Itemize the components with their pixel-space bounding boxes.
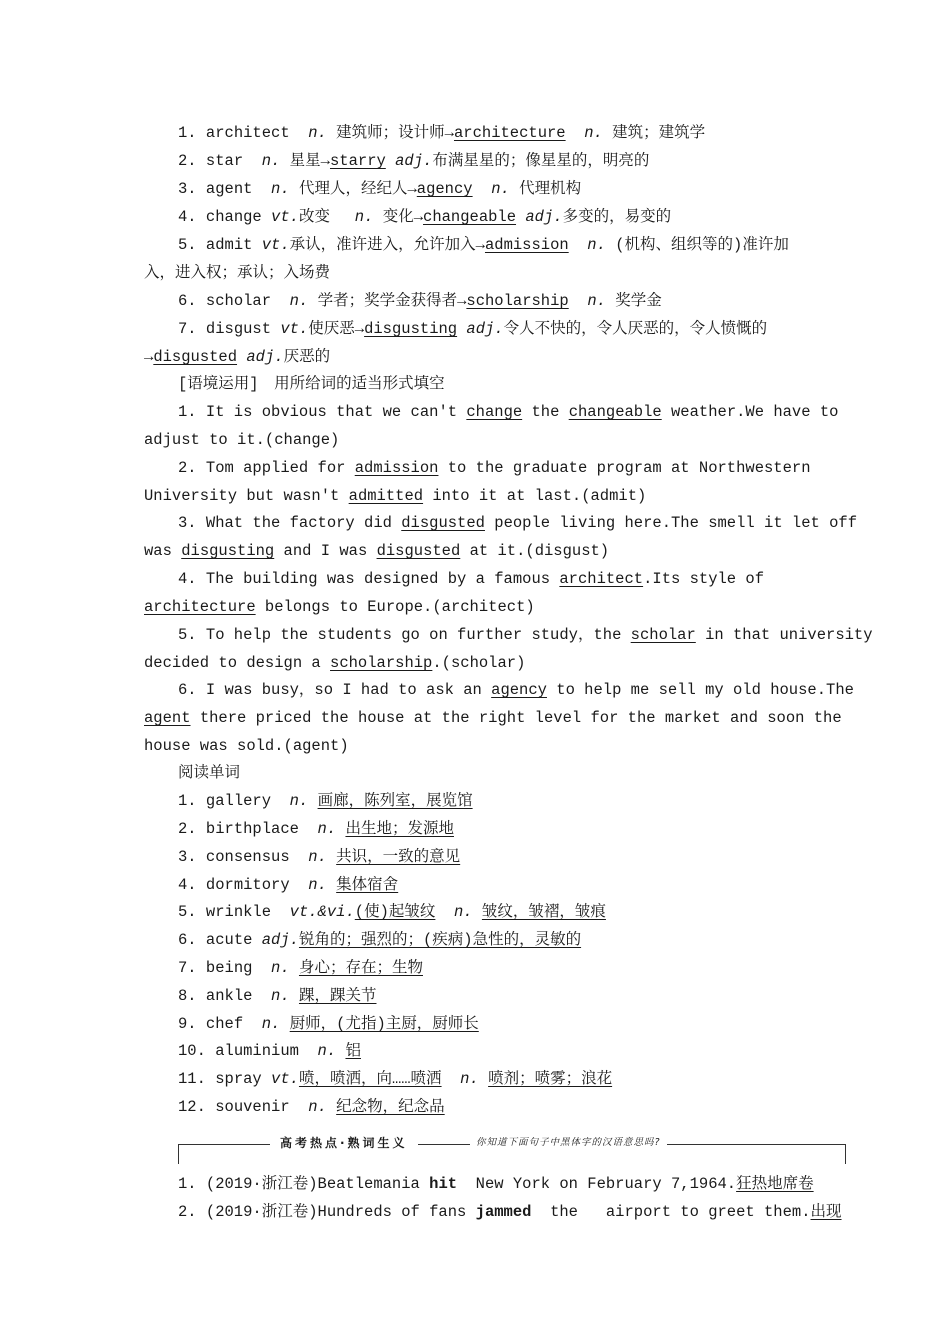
- reading-item-12: 12. souvenir n. 纪念物，纪念品: [178, 1098, 445, 1116]
- banner-left-cap: [178, 1144, 179, 1164]
- banner-title: 高考热点·熟词生义: [270, 1134, 418, 1151]
- reading-item-11: 11. spray vt.喷，喷洒，向……喷洒 n. 喷剂；喷雾；浪花: [178, 1070, 613, 1088]
- reading-item-7: 7. being n. 身心；存在；生物: [178, 959, 423, 977]
- derivation-item-5-cont: 入，进入权；承认；入场费: [144, 264, 331, 282]
- reading-item-8: 8. ankle n. 踝，踝关节: [178, 987, 377, 1005]
- reading-item-6: 6. acute adj.锐角的；强烈的；(疾病)急性的，灵敏的: [178, 931, 582, 949]
- derivation-item-6: 6. scholar n. 学者；奖学金获得者→scholarship n. 奖学金: [178, 292, 662, 310]
- context-sentence-5: 5. To help the students go on further study，the scholar in that university: [178, 626, 873, 644]
- context-sentence-6-cont: agent there priced the house at the right level for the market and soon the: [144, 709, 842, 727]
- reading-item-1: 1. gallery n. 画廊，陈列室，展览馆: [178, 792, 473, 810]
- derivation-item-7-cont: →disgusted adj.厌恶的: [144, 348, 331, 366]
- context-sentence-1: 1. It is obvious that we can't change the changeable weather.We have to: [178, 403, 839, 421]
- reading-item-2: 2. birthplace n. 出生地；发源地: [178, 820, 454, 838]
- reading-item-9: 9. chef n. 厨师，(尤指)主厨，厨师长: [178, 1015, 479, 1033]
- context-sentence-4: 4. The building was designed by a famous architect.Its style of: [178, 570, 765, 588]
- derivation-item-7: 7. disgust vt.使厌恶→disgusting adj.令人不快的，令人厌恶的，令人愤慨的: [178, 320, 768, 338]
- context-sentence-2-cont: University but wasn't admitted into it at last.(admit): [144, 487, 647, 505]
- reading-item-5: 5. wrinkle vt.&vi.(使)起皱纹 n. 皱纹，皱褶，皱痕: [178, 903, 606, 921]
- context-sentence-3: 3. What the factory did disgusted people living here.The smell it let off: [178, 514, 858, 532]
- banner-subtitle: 你知道下面句子中黑体字的汉语意思吗?: [470, 1134, 667, 1148]
- derivation-item-1: 1. architect n. 建筑师；设计师→architecture n. 建筑；建筑学: [178, 124, 706, 142]
- hot-sentence-1: 1. (2019·浙江卷)Beatlemania hit New York on February 7,1964.狂热地席卷: [178, 1175, 814, 1193]
- derivation-item-3: 3. agent n. 代理人，经纪人→agency n. 代理机构: [178, 180, 582, 198]
- context-heading: [语境运用] 用所给词的适当形式填空: [178, 375, 445, 393]
- derivation-item-2: 2. star n. 星星→starry adj.布满星星的；像星星的，明亮的: [178, 152, 650, 170]
- context-sentence-5-cont: decided to design a scholarship.(scholar): [144, 654, 526, 672]
- reading-item-10: 10. aluminium n. 铝: [178, 1042, 361, 1060]
- derivation-item-4: 4. change vt.改变 n. 变化→changeable adj.多变的，易变的: [178, 208, 672, 226]
- context-sentence-1-cont: adjust to it.(change): [144, 431, 340, 449]
- context-sentence-6-cont2: house was sold.(agent): [144, 737, 349, 755]
- banner-right-cap: [845, 1144, 846, 1164]
- context-sentence-2: 2. Tom applied for admission to the graduate program at Northwestern: [178, 459, 811, 477]
- reading-heading: 阅读单词: [178, 764, 241, 782]
- context-sentence-6: 6. I was busy，so I had to ask an agency to help me sell my old house.The: [178, 681, 854, 699]
- section-banner: [178, 1126, 846, 1166]
- context-sentence-3-cont: was disgusting and I was disgusted at it.(disgust): [144, 542, 610, 560]
- derivation-item-5: 5. admit vt.承认，准许进入，允许加入→admission n. (机构、组织等的)准许加: [178, 236, 789, 254]
- context-sentence-4-cont: architecture belongs to Europe.(architect): [144, 598, 535, 616]
- reading-item-3: 3. consensus n. 共识，一致的意见: [178, 848, 461, 866]
- reading-item-4: 4. dormitory n. 集体宿舍: [178, 876, 399, 894]
- hot-sentence-2: 2. (2019·浙江卷)Hundreds of fans jammed the airport to greet them.出现: [178, 1203, 842, 1221]
